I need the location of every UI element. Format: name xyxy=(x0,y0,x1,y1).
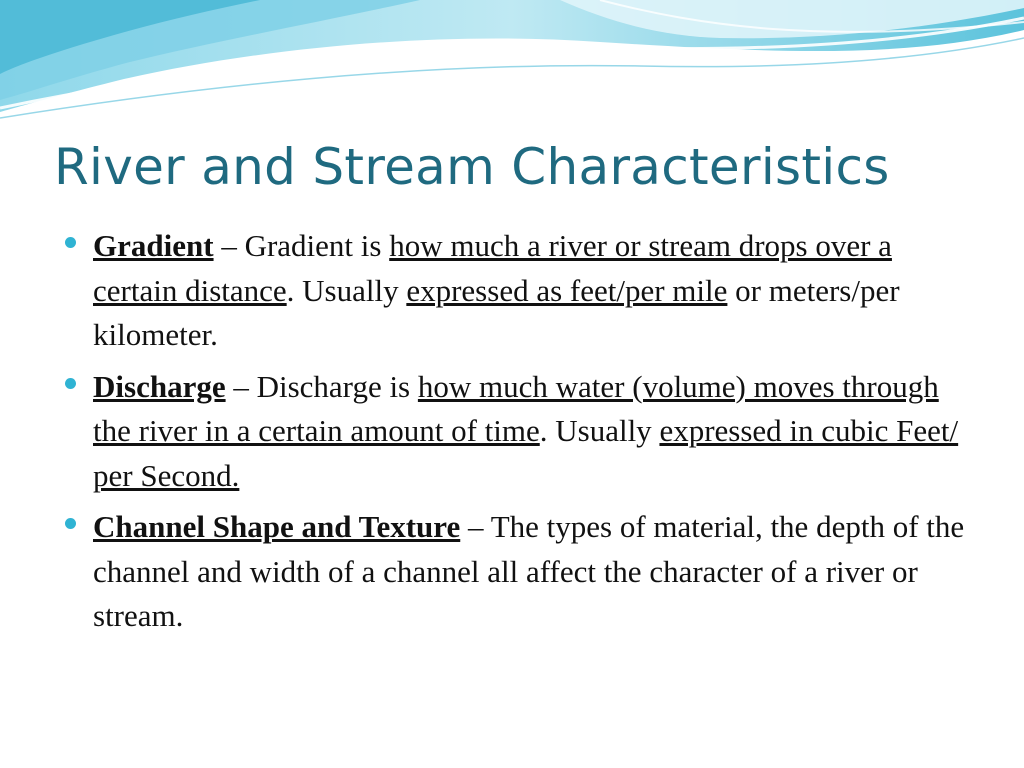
term-discharge: Discharge xyxy=(93,368,226,404)
definition-underlined: expressed as feet/per mile xyxy=(406,272,728,308)
bullet-list xyxy=(93,224,973,646)
term-channel-shape: Channel Shape and Texture xyxy=(93,509,461,544)
definition-underlined: how much a river or stream drops over a certain distance xyxy=(93,228,892,308)
term-gradient: Gradient xyxy=(93,228,214,263)
round-bullet-icon xyxy=(65,237,76,248)
definition-underlined: how much water (volume) moves through the river in a certain amount of time xyxy=(93,368,939,448)
bullet-text: – The types of material, the depth of the channel and width of a channel all affect the character of a river or stream. xyxy=(93,509,965,633)
slide-title: River and Stream Characteristics xyxy=(54,138,890,196)
bullet-item-channel-shape xyxy=(93,505,973,639)
bullet-text: . Usually xyxy=(286,272,407,308)
bullet-item-gradient xyxy=(93,224,973,358)
bullet-item-discharge xyxy=(93,365,973,499)
wave-header-decoration xyxy=(0,0,1024,150)
bullet-text: . Usually xyxy=(539,413,660,448)
bullet-text: – Gradient is xyxy=(213,228,390,263)
bullet-text: or meters/per kilometer. xyxy=(93,272,900,352)
bullet-text: – Discharge is xyxy=(225,368,418,404)
definition-underlined: expressed in cubic Feet/ per Second. xyxy=(93,413,959,493)
round-bullet-icon xyxy=(65,378,76,389)
round-bullet-icon xyxy=(65,518,76,529)
